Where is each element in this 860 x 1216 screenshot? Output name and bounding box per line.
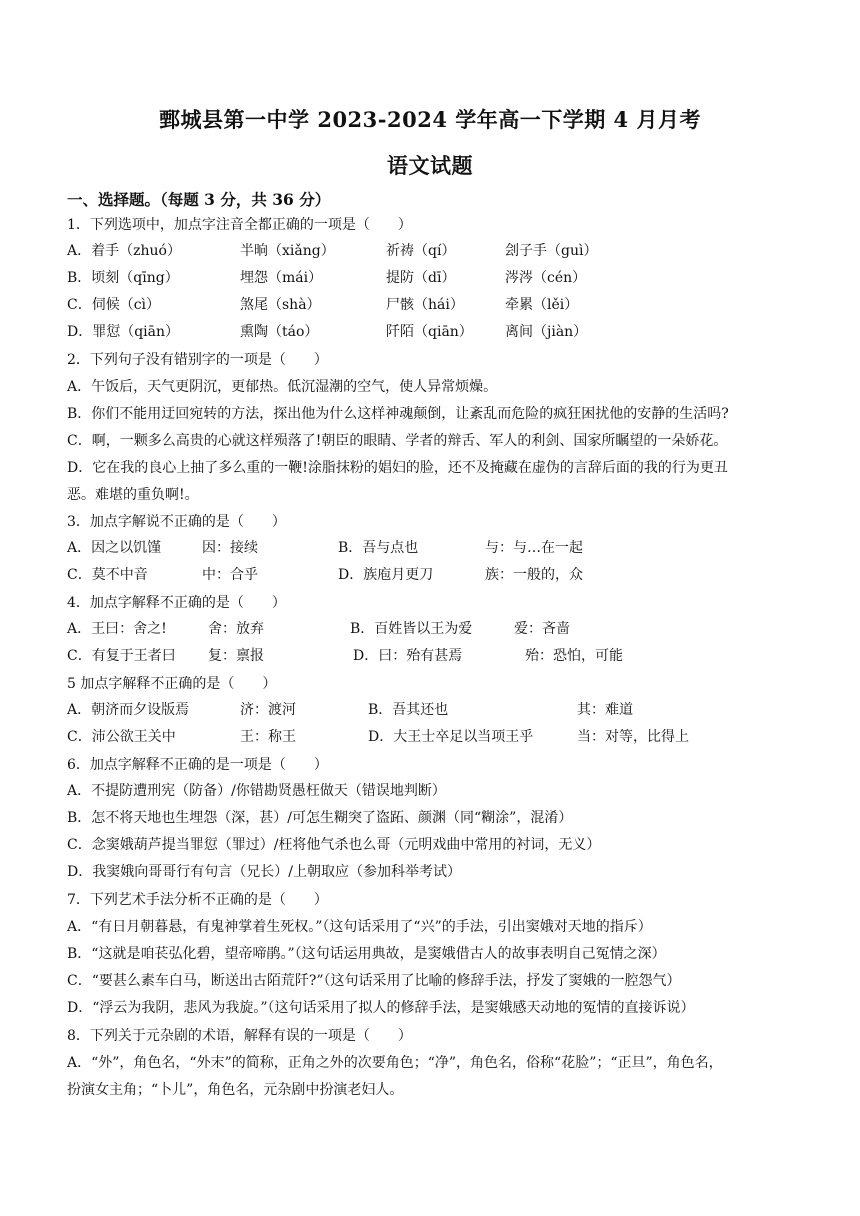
q1-option-d-3: 阡陌（qiān）: [386, 324, 473, 340]
q5-option-d: D．大王士卒足以当项王乎: [368, 729, 534, 745]
q5-option-a: A．朝济而夕设版焉: [67, 702, 190, 718]
q8-option-a-line2: 扮演女主角；“卜儿”，角色名，元杂剧中扮演老妇人。: [67, 1082, 404, 1098]
q2-option-b: B．你们不能用迂回宛转的方法，探出他为什么这样神魂颠倒，让紊乱而危险的疯狂困扰他的安静的生活吗?: [67, 406, 729, 422]
q1-option-d-2: 熏陶（táo）: [240, 324, 319, 340]
q4-option-a: A．王曰：舍之!: [67, 621, 167, 637]
section-heading: 一、选择题。（每题 3 分，共 36 分）: [67, 190, 331, 209]
q6-option-c: C．念窦娥葫芦提当罪愆（罪过）/枉将他气杀也么哥（元明戏曲中常用的衬词，无义）: [67, 837, 601, 853]
q1-option-b-1: B．顷刻（qīng）: [67, 270, 179, 286]
q3-option-c-gloss: 中：合乎: [202, 567, 258, 583]
q6-option-b: B．怎不将天地也生埋怨（深，甚）/可怎生糊突了盗跖、颜渊（同“糊涂”，混淆）: [67, 810, 573, 826]
q7-option-c: C．“要甚么素车白马，断送出古陌荒阡?”（这句话采用了比喻的修辞手法，抒发了窦娥的一腔怨气）: [67, 973, 681, 989]
q3-option-d-gloss: 族：一般的，众: [485, 567, 583, 583]
q5-option-b: B．吾其还也: [368, 702, 449, 718]
q5-option-c: C．沛公欲王关中: [67, 729, 176, 745]
q7-option-a: A．“有日月朝暮悬，有鬼神掌着生死权。”（这句话采用了“兴”的手法，引出窦娥对天地的指斥）: [67, 919, 652, 935]
q2-option-c: C．啊，一颗多么高贵的心就这样殒落了!朝臣的眼睛、学者的辩舌、军人的利剑、国家所瞩望的一朵娇花。: [67, 433, 728, 449]
q3-option-d: D．族庖月更刀: [338, 567, 434, 583]
q2-option-a: A．午饭后，天气更阴沉，更郁热。低沉湿潮的空气，使人异常烦燥。: [67, 379, 498, 395]
q5-option-d-gloss: 当：对等，比得上: [577, 729, 689, 745]
q5-option-a-gloss: 济：渡河: [240, 702, 296, 718]
q1-option-a-2: 半晌（xiǎng）: [240, 243, 335, 259]
question-6-stem: 6．加点字解释不正确的是一项是（ ）: [67, 757, 328, 773]
q1-option-c-2: 煞尾（shà）: [240, 297, 321, 313]
q4-option-a-gloss: 舍：放弃: [208, 621, 264, 637]
q4-option-d-gloss: 殆：恐怕，可能: [525, 648, 623, 664]
q4-option-b-gloss: 爱：吝啬: [514, 621, 570, 637]
q5-option-c-gloss: 王：称王: [240, 729, 296, 745]
q8-option-a-line1: A．“外”，角色名，“外末”的简称，正角之外的次要角色；“净”，角色名，俗称“花脸”；“正旦”，角色名，: [67, 1055, 723, 1071]
q2-option-d-line2: 恶。难堪的重负啊!。: [67, 487, 199, 503]
q1-option-b-4: 涔涔（cén）: [505, 270, 587, 286]
q1-option-a-4: 刽子手（guì）: [505, 243, 598, 259]
exam-subtitle: 语文试题: [387, 153, 473, 178]
q1-option-a-1: A．着手（zhuó）: [67, 243, 181, 259]
q3-option-c: C．莫不中音: [67, 567, 148, 583]
q3-option-a: A．因之以饥馑: [67, 540, 162, 556]
q1-option-a-3: 祈祷（qí）: [386, 243, 456, 259]
q4-option-d: D．曰：殆有甚焉: [353, 648, 463, 664]
question-8-stem: 8．下列关于元杂剧的术语，解释有误的一项是（ ）: [67, 1028, 412, 1044]
question-5-stem: 5 加点字解释不正确的是（ ）: [67, 676, 277, 692]
q1-option-b-3: 提防（dī）: [386, 270, 456, 286]
q5-option-b-gloss: 其：难道: [577, 702, 633, 718]
question-3-stem: 3．加点字解说不正确的是（ ）: [67, 514, 286, 530]
q1-option-d-4: 离间（jiàn）: [505, 324, 588, 340]
q7-option-d: D．“浮云为我阴，悲风为我旋。”（这句话采用了拟人的修辞手法，是窦娥感天动地的冤情的直接诉说）: [67, 1000, 695, 1016]
question-1-stem: 1．下列选项中，加点字注音全都正确的一项是（ ）: [67, 217, 412, 233]
q1-option-c-4: 牵累（lěi）: [505, 297, 579, 313]
q4-option-b: B．百姓皆以王为爱: [350, 621, 473, 637]
question-7-stem: 7．下列艺术手法分析不正确的是（ ）: [67, 892, 328, 908]
question-2-stem: 2．下列句子没有错别字的一项是（ ）: [67, 352, 328, 368]
q3-option-b-gloss: 与：与…在一起: [485, 540, 583, 556]
q1-option-b-2: 埋怨（mái）: [240, 270, 323, 286]
q2-option-d-line1: D．它在我的良心上抽了多么重的一鞭!涂脂抹粉的娼妇的脸，还不及掩藏在虚伪的言辞后面的我的行为更丑: [67, 460, 728, 476]
q3-option-a-gloss: 因：接续: [202, 540, 258, 556]
exam-title: 鄄城县第一中学 2023-2024 学年高一下学期 4 月月考: [159, 107, 701, 132]
q4-option-c: C．有复于王者曰: [67, 648, 176, 664]
question-4-stem: 4．加点字解释不正确的是（ ）: [67, 595, 286, 611]
q7-option-b: B．“这就是咱苌弘化碧，望帝啼鹃。”（这句话运用典故，是窦娥借古人的故事表明自己冤情之深）: [67, 946, 666, 962]
q4-option-c-gloss: 复：禀报: [208, 648, 264, 664]
q3-option-b: B．吾与点也: [338, 540, 419, 556]
q1-option-d-1: D．罪愆（qiān）: [67, 324, 180, 340]
q1-option-c-1: C．伺候（cì）: [67, 297, 161, 313]
q6-option-a: A．不提防遭刑宪（防备）/你错勘贤愚枉做天（错误地判断）: [67, 783, 446, 799]
q1-option-c-3: 尸骸（hái）: [386, 297, 464, 313]
q6-option-d: D．我窦娥向哥哥行有句言（兄长）/上朝取应（参加科举考试）: [67, 864, 461, 880]
